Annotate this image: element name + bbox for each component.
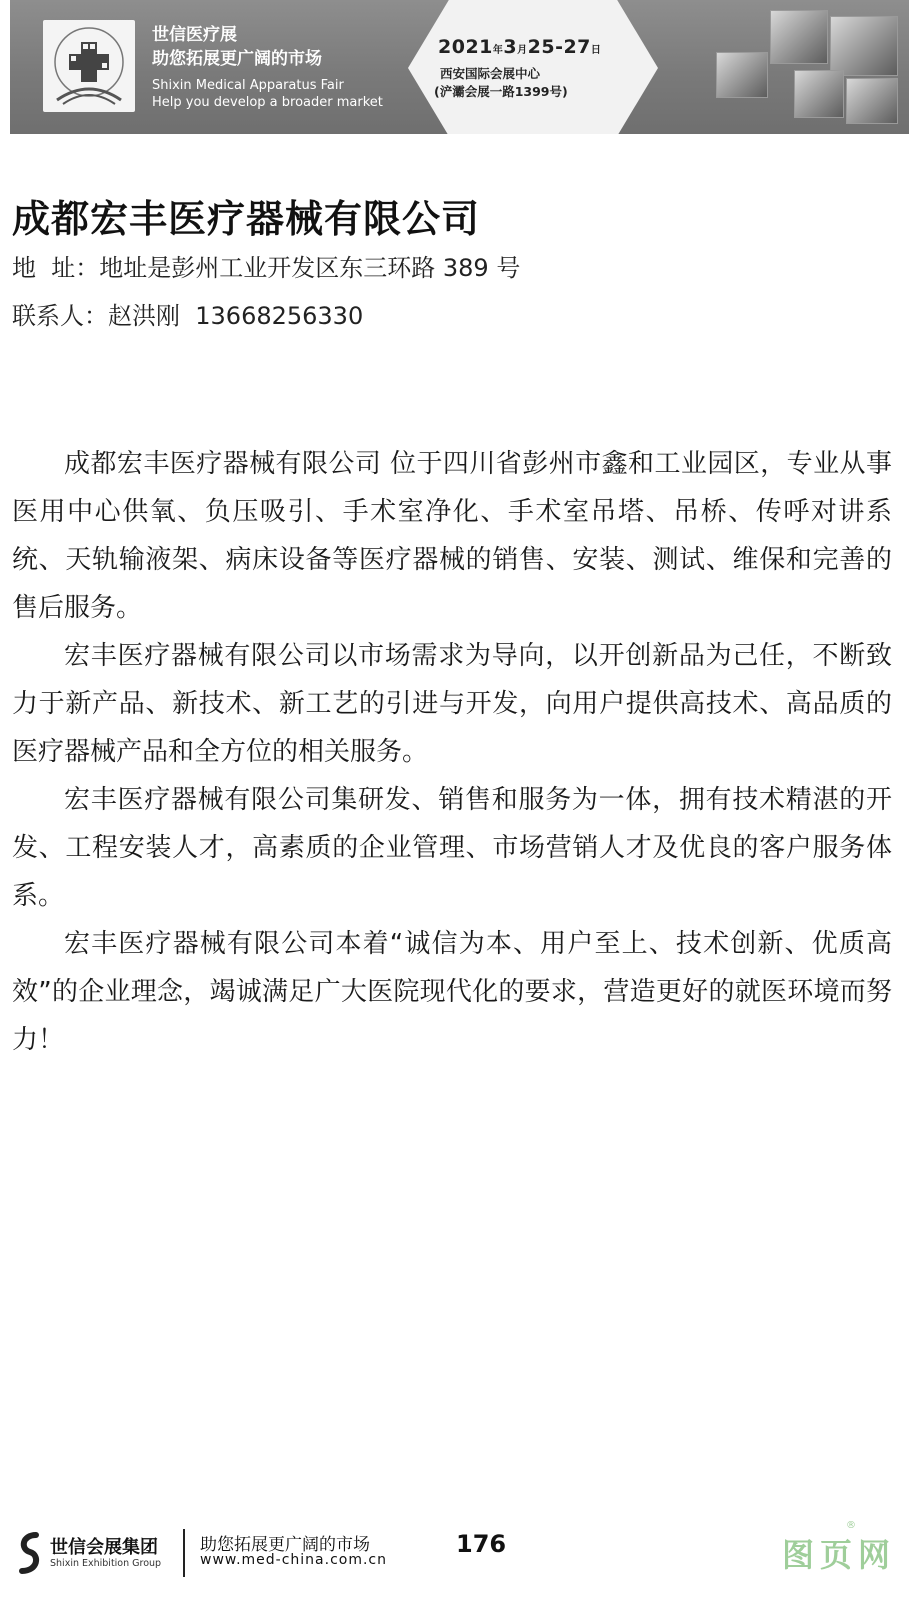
equipment-photo [846, 78, 898, 124]
company-name: 成都宏丰医疗器械有限公司 [12, 197, 481, 241]
description-paragraph: 成都宏丰医疗器械有限公司 位于四川省彭州市鑫和工业园区，专业从事医用中心供氧、负压吸引、手术室净化、手术室吊塔、吊桥、传呼对讲系统、天轨输液架、病床设备等医疗器械的销售、安装、测试、维保和完善的售后服务。 [12, 449, 892, 623]
footer-slogan: 助您拓展更广阔的市场 [200, 1535, 370, 1555]
company-address-line [12, 248, 520, 283]
equipment-photo [794, 70, 844, 118]
date-year: 2021 [438, 36, 493, 58]
date-day-unit: 日 [590, 45, 602, 56]
banner-slogan-en: Help you develop a broader market [152, 95, 383, 110]
equipment-photo-collage [710, 10, 900, 125]
banner-title-en: Shixin Medical Apparatus Fair [152, 78, 344, 93]
description-paragraph: 宏丰医疗器械有限公司本着“诚信为本、用户至上、技术创新、优质高效”的企业理念，竭诚满足广大医院现代化的要求，营造更好的就医环境而努力！ [12, 929, 892, 1055]
date-days: 25-27 [527, 36, 591, 58]
exhibition-banner [10, 0, 909, 134]
equipment-photo [716, 52, 768, 98]
page-footer [0, 1515, 922, 1600]
banner-title-cn: 世信医疗展 [152, 25, 237, 45]
group-name-en: Shixin Exhibition Group [50, 1558, 162, 1569]
site-watermark: 图页网 [782, 1536, 897, 1574]
description-paragraph: 宏丰医疗器械有限公司以市场需求为导向，以开创新品为己任，不断致力于新产品、新技术、新工艺的引进与开发，向用户提供高技术、高品质的医疗器械产品和全方位的相关服务。 [12, 641, 892, 767]
date-month-unit: 月 [517, 45, 528, 56]
footer-url: www.med-china.com.cn [200, 1552, 387, 1568]
address-label: 地 址： [12, 254, 100, 282]
date-month: 3 [503, 36, 518, 58]
group-name-cn: 世信会展集团 [50, 1537, 158, 1558]
company-contact-line [12, 296, 363, 331]
company-description [12, 440, 892, 1064]
footer-divider [183, 1529, 185, 1577]
company-address: 地址是彭州工业开发区东三环路 389 号 [99, 254, 521, 282]
company-contact: 赵洪刚 13668256330 [108, 302, 364, 330]
fair-logo [43, 20, 135, 112]
contact-label: 联系人： [12, 302, 108, 330]
equipment-photo [770, 10, 828, 64]
registered-mark: ® [846, 1520, 856, 1531]
group-logo-icon [14, 1531, 46, 1575]
equipment-photo [830, 16, 898, 76]
banner-slogan-cn: 助您拓展更广阔的市场 [152, 49, 322, 69]
description-paragraph: 宏丰医疗器械有限公司集研发、销售和服务为一体，拥有技术精湛的开发、工程安装人才，高素质的企业管理、市场营销人才及优良的客户服务体系。 [12, 785, 892, 911]
fair-date [438, 36, 601, 58]
fair-venue-address: (浐灞会展一路1399号) [434, 84, 568, 99]
page-number: 176 [456, 1530, 507, 1558]
date-year-unit: 年 [492, 45, 504, 56]
medical-cross-logo-icon [43, 20, 135, 112]
fair-venue: 西安国际会展中心 [440, 66, 541, 81]
